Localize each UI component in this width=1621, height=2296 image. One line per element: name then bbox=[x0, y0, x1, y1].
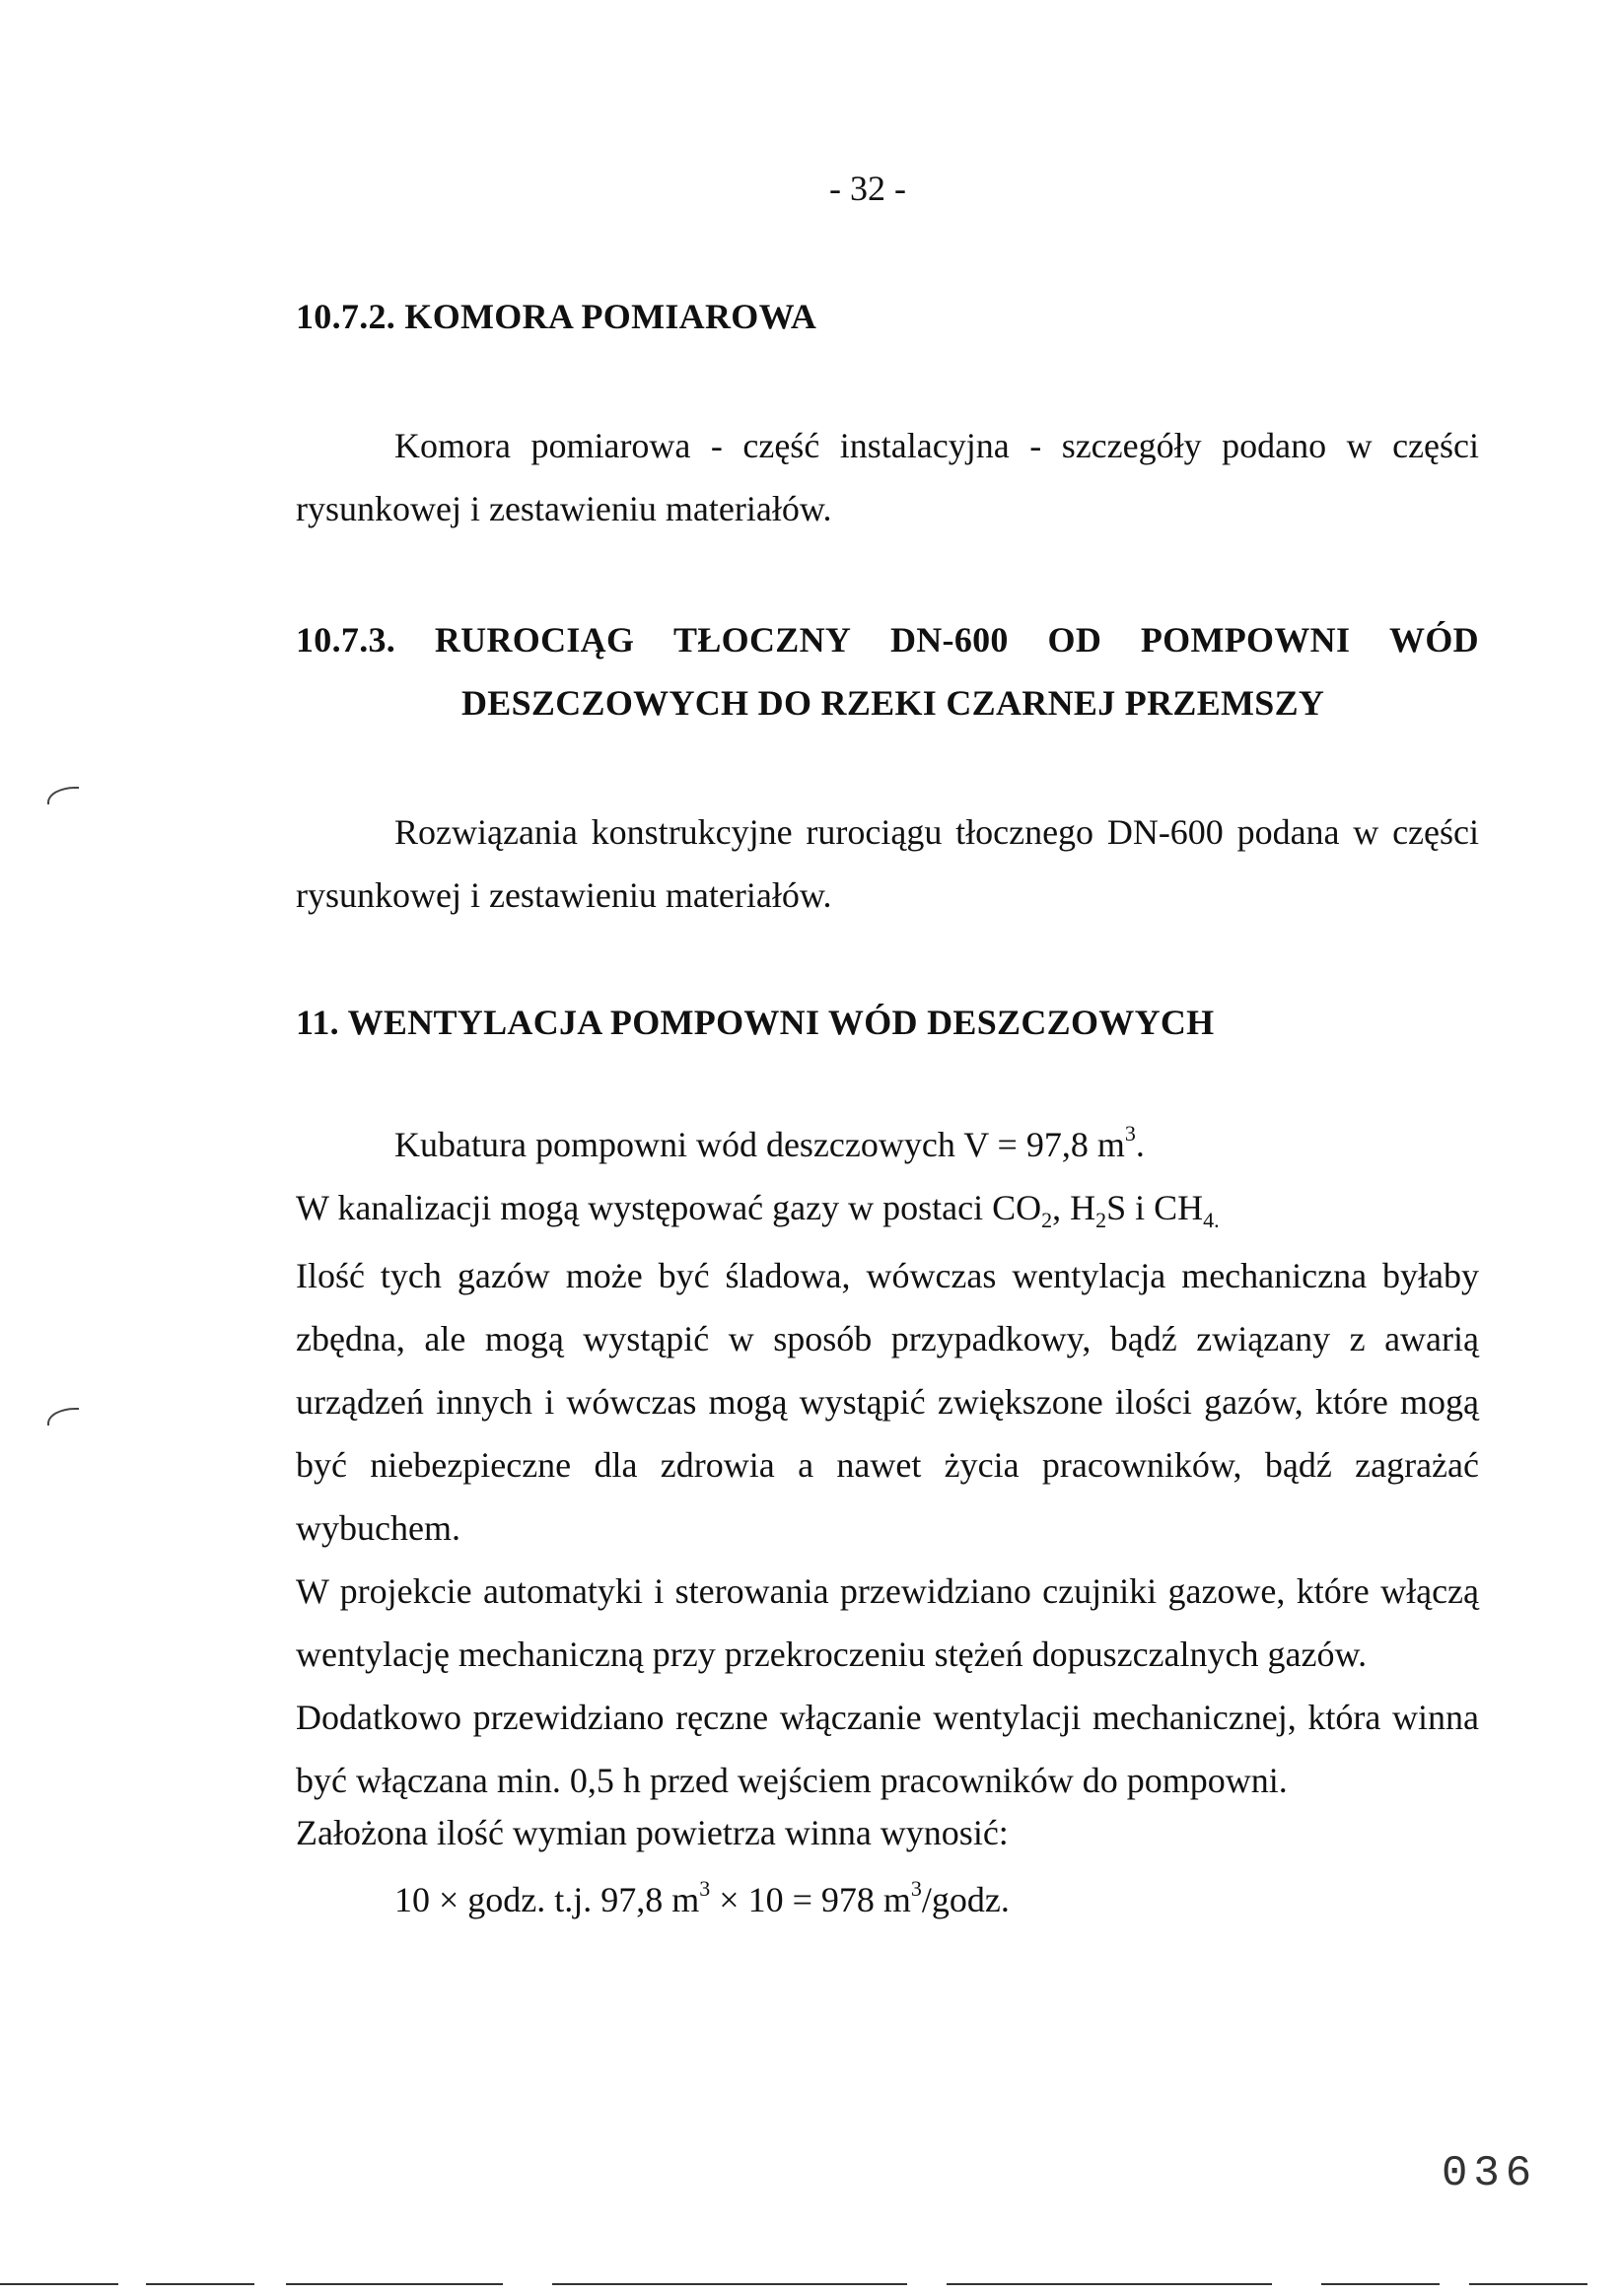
heading-word: RUROCIĄG bbox=[434, 620, 635, 660]
page-number: - 32 - bbox=[829, 169, 906, 208]
heading-word: POMPOWNI bbox=[1140, 620, 1351, 660]
formula-line bbox=[394, 1876, 1010, 1920]
gases-line bbox=[296, 1187, 1220, 1232]
scan-edge-line bbox=[947, 2283, 1272, 2285]
heading-10-7-3-line1 bbox=[296, 619, 1479, 661]
formula-text: 10 × godz. t.j. 97,8 m bbox=[394, 1880, 700, 1919]
paragraph-automatyka: W projekcie automatyki i sterowania przewidziano czujniki gazowe, które włączą wentylację mechaniczną przy przekroczeniu stężeń dopuszczalnych gazów. bbox=[296, 1571, 1479, 1674]
paragraph-rurociag bbox=[296, 800, 1479, 927]
kubatura-sup: 3 bbox=[1124, 1121, 1136, 1146]
paragraph-reczne: Dodatkowo przewidziano ręczne włączanie wentylacji mechanicznej, która winna być włączana min. 0,5 h przed wejściem pracowników do pompowni. bbox=[296, 1698, 1479, 1800]
kubatura-tail: . bbox=[1135, 1125, 1145, 1164]
gases-text: , H bbox=[1052, 1188, 1096, 1227]
formula-sup: 3 bbox=[910, 1876, 922, 1901]
scan-edge-line bbox=[552, 2283, 907, 2285]
heading-word: DN-600 bbox=[889, 620, 1009, 660]
heading-10-7-3-line2: DESZCZOWYCH DO RZEKI CZARNEJ PRZEMSZY bbox=[461, 683, 1325, 723]
heading-number: 10.7.3. bbox=[296, 620, 396, 660]
heading-word: WÓD bbox=[1389, 620, 1479, 660]
formula-sup: 3 bbox=[699, 1876, 711, 1901]
scan-edge-line bbox=[1321, 2283, 1440, 2285]
formula-text: × 10 = 978 m bbox=[710, 1880, 911, 1919]
heading-10-7-2: 10.7.2. KOMORA POMIAROWA bbox=[296, 297, 817, 336]
scan-edge-line bbox=[0, 2283, 118, 2285]
heading-11: 11. WENTYLACJA POMPOWNI WÓD DESZCZOWYCH bbox=[296, 1003, 1215, 1042]
gases-sub: 2 bbox=[1095, 1208, 1107, 1232]
gases-text: W kanalizacji mogą występować gazy w postaci CO bbox=[296, 1188, 1042, 1227]
scan-edge-line bbox=[1469, 2283, 1587, 2285]
heading-word: OD bbox=[1047, 620, 1102, 660]
paragraph-komora-text: Komora pomiarowa - część instalacyjna - szczegóły podano w części rysunkowej i zestawieniu materiałów. bbox=[296, 426, 1479, 528]
margin-mark bbox=[47, 1408, 79, 1426]
scan-edge-line bbox=[146, 2283, 254, 2285]
kubatura-text: Kubatura pompowni wód deszczowych V = 97,8 m bbox=[394, 1125, 1125, 1164]
gases-sub: 4. bbox=[1203, 1208, 1220, 1232]
margin-mark bbox=[47, 787, 79, 804]
scan-edge-line bbox=[286, 2283, 503, 2285]
heading-word: TŁOCZNY bbox=[673, 620, 852, 660]
paragraph-rurociag-text: Rozwiązania konstrukcyjne rurociągu tłocznego DN-600 podana w części rysunkowej i zestawieniu materiałów. bbox=[296, 812, 1479, 915]
gases-sub: 2 bbox=[1041, 1208, 1053, 1232]
heading-10-7-3 bbox=[296, 619, 1479, 724]
kubatura-line bbox=[394, 1121, 1145, 1165]
formula-text: /godz. bbox=[921, 1880, 1010, 1919]
paragraph-komora bbox=[296, 414, 1479, 540]
archive-stamp-number: 036 bbox=[1442, 2149, 1538, 2198]
gases-text: S i CH bbox=[1106, 1188, 1204, 1227]
paragraph-wymiany: Założona ilość wymian powietrza winna wynosić: bbox=[296, 1813, 1009, 1852]
paragraph-gazy: Ilość tych gazów może być śladowa, wówczas wentylacja mechaniczna byłaby zbędna, ale mogą wystąpić w sposób przypadkowy, bądź związany z awarią urządzeń innych i wówczas mogą wystąpić zwiększone ilości gazów, które mogą być niebezpieczne dla zdrowia a nawet życia pracowników, bądź zagrażać wybuchem. bbox=[296, 1256, 1479, 1548]
